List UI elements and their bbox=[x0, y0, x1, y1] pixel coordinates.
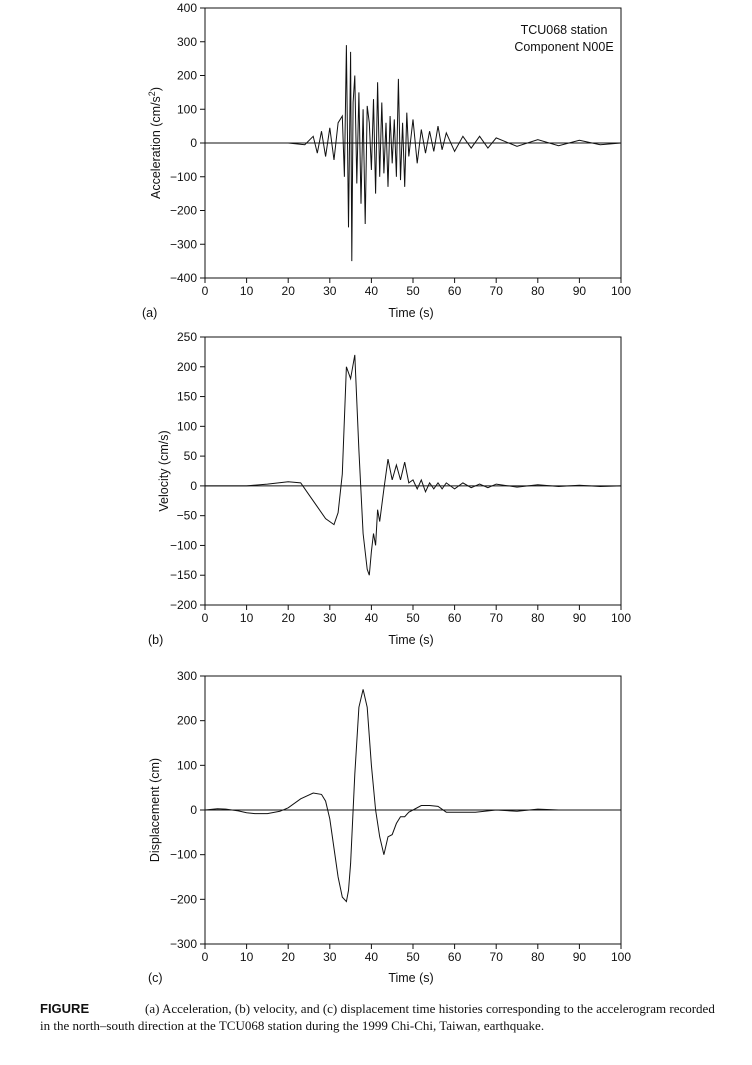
x-axis-label-a: Time (s) bbox=[388, 306, 434, 320]
x-tick-label: 20 bbox=[281, 950, 295, 964]
x-tick-label: 100 bbox=[610, 284, 632, 298]
y-tick-label: 150 bbox=[176, 389, 197, 404]
panel-a bbox=[142, 1, 631, 320]
x-tick-label: 0 bbox=[201, 284, 209, 298]
x-tick-label: 20 bbox=[281, 284, 295, 298]
y-tick-label: 0 bbox=[190, 478, 197, 493]
x-tick-label: 70 bbox=[489, 950, 503, 964]
x-tick-label: 40 bbox=[364, 611, 379, 625]
plot-frame-b bbox=[205, 337, 621, 605]
x-tick-label: 30 bbox=[323, 950, 337, 964]
figure-caption bbox=[40, 1000, 720, 1034]
panel-b bbox=[148, 330, 631, 647]
x-tick-label: 60 bbox=[447, 284, 462, 298]
x-tick-label: 70 bbox=[489, 284, 503, 298]
y-tick-label: −100 bbox=[169, 169, 197, 184]
y-tick-label: 0 bbox=[190, 136, 197, 150]
x-tick-label: 60 bbox=[447, 950, 462, 964]
x-tick-label: 0 bbox=[201, 950, 209, 964]
y-axis-label-c: Displacement (cm) bbox=[148, 757, 162, 863]
y-tick-label: −200 bbox=[169, 892, 197, 907]
velocity-line bbox=[205, 355, 621, 575]
y-tick-label: −300 bbox=[169, 937, 197, 951]
y-tick-label: −50 bbox=[176, 508, 197, 523]
panel-label-c: (c) bbox=[148, 971, 163, 985]
x-tick-label: 0 bbox=[201, 611, 209, 625]
x-tick-label: 10 bbox=[239, 611, 254, 625]
y-tick-label: −200 bbox=[169, 598, 197, 612]
displacement-line bbox=[205, 689, 621, 901]
x-tick-label: 80 bbox=[531, 611, 545, 625]
y-tick-label: 250 bbox=[176, 330, 197, 344]
annotation-component: Component N00E bbox=[514, 40, 614, 54]
panel-label-b: (b) bbox=[148, 633, 164, 647]
x-tick-label: 50 bbox=[406, 284, 420, 298]
y-axis-label-a: Acceleration $(cm/s^2)$ bbox=[147, 87, 163, 199]
acceleration-line bbox=[205, 45, 621, 261]
x-tick-label: 70 bbox=[489, 611, 503, 625]
x-tick-label: 20 bbox=[281, 611, 295, 625]
x-axis-label-b: Time (s) bbox=[388, 633, 434, 647]
x-tick-label: 100 bbox=[610, 611, 632, 625]
x-tick-label: 90 bbox=[572, 611, 587, 625]
y-tick-label: −150 bbox=[169, 568, 197, 583]
y-tick-label: 200 bbox=[176, 68, 197, 83]
x-axis-label-c: Time (s) bbox=[388, 971, 434, 985]
caption-lead: FIGURE bbox=[40, 1001, 90, 1016]
y-tick-label: 200 bbox=[176, 713, 197, 728]
y-tick-label: −100 bbox=[169, 538, 197, 553]
x-tick-label: 80 bbox=[531, 950, 545, 964]
y-axis-label-b: Velocity (cm/s) bbox=[157, 430, 171, 512]
panel-c bbox=[148, 669, 631, 985]
x-tick-label: 50 bbox=[406, 611, 420, 625]
y-tick-label: 100 bbox=[176, 102, 197, 117]
x-tick-label: 60 bbox=[447, 611, 462, 625]
y-tick-label: 100 bbox=[176, 758, 197, 773]
y-tick-label: 300 bbox=[176, 34, 197, 49]
x-tick-label: 30 bbox=[323, 611, 337, 625]
x-tick-label: 40 bbox=[364, 284, 379, 298]
panel-label-a: (a) bbox=[142, 306, 158, 320]
y-tick-label: 400 bbox=[176, 1, 197, 15]
x-tick-label: 10 bbox=[239, 950, 254, 964]
x-tick-label: 40 bbox=[364, 950, 379, 964]
y-tick-label: −200 bbox=[169, 203, 197, 218]
y-tick-label: 300 bbox=[176, 669, 197, 683]
y-tick-label: −100 bbox=[169, 847, 197, 862]
y-tick-label: −400 bbox=[169, 271, 197, 285]
x-tick-label: 90 bbox=[572, 284, 587, 298]
x-tick-label: 50 bbox=[406, 950, 420, 964]
x-tick-label: 90 bbox=[572, 950, 587, 964]
x-tick-label: 30 bbox=[323, 284, 337, 298]
y-tick-label: 100 bbox=[176, 419, 197, 434]
caption-text: (a) Acceleration, (b) velocity, and (c) displacement time histories corresponding to the accelerogram recorded in the north–south direction at the TCU068 station during the 1999 Chi-Chi, Taiwan, earthquake. bbox=[40, 1001, 715, 1033]
y-tick-label: 200 bbox=[176, 359, 197, 374]
y-tick-label: 0 bbox=[190, 803, 197, 817]
y-tick-label: 50 bbox=[183, 449, 197, 464]
x-tick-label: 10 bbox=[239, 284, 254, 298]
y-tick-label: −300 bbox=[169, 237, 197, 252]
annotation-station: TCU068 station bbox=[520, 23, 608, 37]
x-tick-label: 80 bbox=[531, 284, 545, 298]
x-tick-label: 100 bbox=[610, 950, 632, 964]
